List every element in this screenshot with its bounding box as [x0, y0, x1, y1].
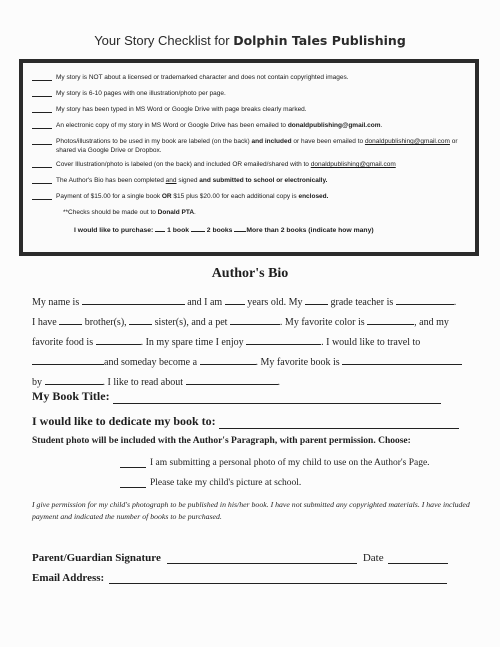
email-link[interactable]: donaldpublishing@gmail.com [364, 138, 450, 145]
book-title-field[interactable] [113, 392, 441, 404]
checklist-item-text: Cover Illustration/photo is labeled (on the back) and included OR emailed/shared with to donaldpublishing@gmail.com [56, 161, 396, 168]
checkbox-blank[interactable] [32, 138, 52, 145]
travel-field[interactable] [32, 355, 104, 365]
sisters-field[interactable] [129, 315, 152, 325]
bio-line: I have brother(s), sister(s), and a pet . My favorite color is , and my [32, 317, 449, 328]
checkbox-blank[interactable] [32, 161, 52, 168]
dedication-row [32, 414, 459, 429]
hobby-field[interactable] [246, 335, 321, 345]
email-address: donaldpublishing@gmail.com [287, 122, 381, 129]
photo-option-submit: I am submitting a personal photo of my child to use on the Author's Page. [120, 458, 430, 468]
bio-heading: Author's Bio [211, 266, 289, 281]
date-field[interactable] [388, 553, 448, 564]
checklist-item-text: My story is 6-10 pages with one illustration/photo per page. [56, 90, 226, 97]
checkbox-blank[interactable] [32, 106, 52, 113]
purchase-blank-2[interactable] [191, 225, 205, 232]
checklist-item-text: My story is NOT about a licensed or trademarked character and does not contain copyrighted images. [56, 74, 349, 81]
signature-field[interactable] [167, 553, 357, 564]
date-label: Date [362, 552, 384, 564]
signature-label: Parent/Guardian Signature [32, 552, 161, 564]
bio-line: by . I like to read about . [32, 377, 281, 388]
checklist-item [32, 138, 466, 155]
checklist-item [32, 193, 466, 202]
book-title-label: My Book Title: [32, 389, 110, 403]
purchase-options: I would like to purchase: 1 book 2 books More than 2 books (indicate how many) [74, 226, 374, 234]
checklist-item-text: The Author's Bio has been completed and signed and submitted to school or electronically. [56, 177, 328, 184]
checkbox-blank[interactable] [32, 122, 52, 129]
checklist-item-text: My story has been typed in MS Word or Google Drive with page breaks clearly marked. [56, 106, 307, 113]
checkbox-blank[interactable] [32, 74, 52, 81]
checks-note: **Checks should be made out to Donald PTA. [63, 209, 196, 216]
email-link[interactable]: donaldpublishing@gmail.com [310, 161, 396, 168]
checklist-item [32, 161, 466, 170]
read-about-field[interactable] [186, 375, 278, 385]
career-field[interactable] [200, 355, 256, 365]
signature-row [32, 552, 472, 564]
purchase-blank-3[interactable] [234, 225, 246, 232]
checklist-item-text: Payment of $15.00 for a single book OR $15 plus $20.00 for each additional copy is enclosed. [56, 193, 329, 200]
checklist-item [32, 90, 466, 99]
checkbox-blank[interactable] [32, 177, 52, 184]
checkbox-blank[interactable] [32, 90, 52, 97]
checklist-item-text: Photos/illustrations to be used in my book are labeled (on the back) and included or have been emailed to donaldpublishing@gmail.com or shared via Google Drive or Dropbox. [56, 138, 458, 154]
photo-option-school: Please take my child's picture at school. [120, 478, 301, 488]
dedication-label: I would like to dedicate my book to: [32, 414, 216, 428]
book-author-field[interactable] [45, 375, 103, 385]
grade-field[interactable] [305, 295, 328, 305]
title-brand: Dolphin Tales Publishing [233, 33, 406, 48]
photo-statement: Student photo will be included with the Author's Paragraph, with parent permission. Choose: [32, 436, 411, 446]
email-field[interactable] [109, 573, 447, 584]
teacher-field[interactable] [396, 295, 454, 305]
age-field[interactable] [225, 295, 245, 305]
checklist-item [32, 122, 466, 131]
story-checklist-box [19, 59, 479, 256]
choice-blank[interactable] [120, 459, 146, 468]
email-row [32, 572, 472, 584]
checklist-item [32, 74, 466, 83]
favorite-book-field[interactable] [342, 355, 462, 365]
bio-line: favorite food is . In my spare time I enjoy . I would like to travel to [32, 337, 421, 348]
checklist-item-text: An electronic copy of my story in MS Word or Google Drive has been emailed to donaldpublishing@gmail.com. [56, 122, 383, 129]
color-field[interactable] [367, 315, 414, 325]
permission-statement: I give permission for my child's photograph to be published in his/her book. I have not submitted any copyrighted materials. I have included payment and indicated the number of books to be purchased. [32, 500, 470, 521]
bio-line: My name is and I am years old. My grade teacher is . [32, 297, 457, 308]
checklist-item [32, 106, 466, 115]
title-prefix: Your Story Checklist for [94, 33, 230, 48]
purchase-blank-1[interactable] [155, 225, 165, 232]
book-title-row [32, 389, 441, 404]
pet-field[interactable] [230, 315, 280, 325]
food-field[interactable] [96, 335, 141, 345]
choice-blank[interactable] [120, 479, 146, 488]
name-field[interactable] [82, 295, 185, 305]
page-title [0, 33, 500, 48]
author-bio-paragraph [32, 293, 482, 393]
bio-line: and someday become a . My favorite book is [32, 353, 482, 373]
checklist-item [32, 177, 466, 186]
email-label: Email Address: [32, 572, 105, 584]
dedication-field[interactable] [219, 417, 459, 429]
checkbox-blank[interactable] [32, 193, 52, 200]
brothers-field[interactable] [59, 315, 82, 325]
